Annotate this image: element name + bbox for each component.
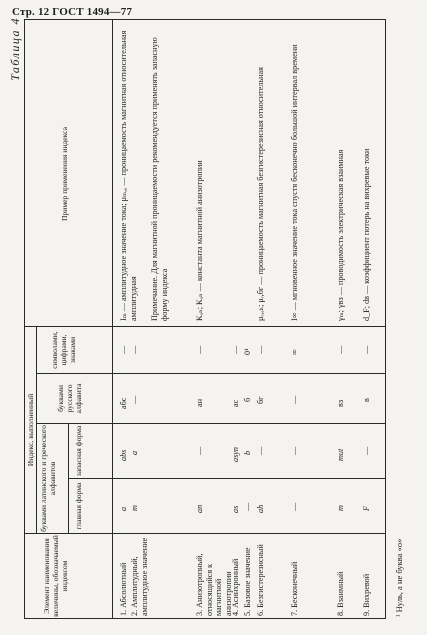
row-1-spare: abs (119, 449, 128, 461)
row-4-element: 4. Асинхронный (231, 558, 240, 616)
header-element: Элемент наименования величины, обозначаемый индексом (42, 535, 69, 617)
header-main-form: главная форма (74, 482, 83, 530)
page-header: Стр. 12 ГОСТ 1494—77 (12, 6, 133, 18)
row-3-symbol: — (195, 345, 204, 354)
header-symbols: символами, цифрами, знаками (50, 331, 77, 369)
row-8-russian: вз (336, 399, 345, 407)
row-9-symbol: — (362, 345, 371, 354)
row-6-element: 6. Безгистерезисный (256, 544, 265, 616)
row-8-element: 8. Взаимный (336, 571, 345, 616)
row-9-russian: в (362, 398, 371, 402)
row-5-russian: б (243, 397, 252, 402)
example-anisotropy: Kₐₙ; Kₐₙ — константа магнитной анизотропии (195, 160, 204, 321)
rotated-table-sheet (8, 15, 412, 619)
header-russian: буквами русского алфавита (56, 383, 83, 414)
row-6-spare: — (256, 446, 265, 455)
table-caption: Таблица 4 (8, 17, 22, 81)
header-latin-greek: буквами латинского и греческого алфавитов (39, 425, 57, 532)
row-7-russian: — (290, 395, 299, 404)
row-1-symbol: — (119, 345, 128, 354)
row-2-element: 2. Амплитудный, амплитудное значение (130, 537, 149, 616)
row-2-symbol: — (130, 345, 139, 354)
row-8-symbol: — (336, 345, 345, 354)
example-mutual: γₘ; γвз — проводимость электрическая взаимная (336, 149, 345, 321)
row-4-symbol: — (231, 345, 240, 354)
row-5-symbol: 0¹ (243, 348, 252, 355)
example-infinite: I∞ — мгновенное значение тока спустя бесконечно большой интервал времени (290, 44, 299, 321)
row-1-main: a (119, 506, 128, 511)
row-1-element: 1. Абсолютный (119, 562, 128, 616)
row-4-spare: asyn (231, 446, 240, 462)
row-9-main: F (362, 505, 371, 511)
row-6-russian: бг (256, 396, 265, 404)
row-7-main: — (290, 502, 299, 511)
row-3-russian: ан (195, 398, 204, 407)
row-4-main: as (231, 505, 240, 513)
row-2-main: m (130, 505, 139, 511)
row-6-main: ah (256, 504, 265, 513)
row-8-main: m (336, 505, 345, 511)
row-7-symbol: ∞ (290, 349, 299, 355)
header-example: Пример применения индекса (60, 127, 69, 221)
row-5-element: 5. Базовое значение (243, 547, 252, 616)
row-5-spare: b (243, 450, 252, 455)
row-2-russian: — (130, 395, 139, 404)
row-2-spare: a (130, 450, 139, 455)
example-eddy: d_F; dв — коэффициент потерь на вихревые токи (362, 148, 371, 321)
header-spare-form: запасная форма (74, 425, 83, 477)
row-3-spare: — (195, 446, 204, 455)
row-3-element: 3. Анизотропный, относящийся к магнитной анизотропии (195, 553, 233, 616)
example-note: Примечание. Для магнитной проницаемости рекомендуется применять запасную форму индекса (150, 37, 169, 321)
row-9-element: 9. Вихревой (362, 573, 371, 616)
row-7-element: 7. Бесконечный (290, 561, 299, 616)
standards-table (24, 19, 386, 619)
row-1-russian: абс (119, 397, 128, 409)
example-amplitude: Iₘ — амплитудное значение тока; μₘ,ₐ — проницаемость магнитная относительная амплитудная (119, 30, 138, 321)
footnote: ¹ Нуль, а не буква «о» (394, 538, 404, 617)
row-5-main: — (243, 502, 252, 511)
row-8-spare: mut (336, 448, 345, 461)
row-3-main: an (195, 504, 204, 513)
row-9-spare: — (362, 446, 371, 455)
row-4-russian: ас (231, 399, 240, 407)
row-6-symbol: — (256, 345, 265, 354)
row-7-spare: — (290, 446, 299, 455)
example-anhysteretic: μᵣ,ₐₕ; μᵣ,бг — проницаемость магнитная безгистерезисная относительная (256, 67, 265, 321)
header-index-group: Индекс, выполненный (26, 393, 35, 467)
